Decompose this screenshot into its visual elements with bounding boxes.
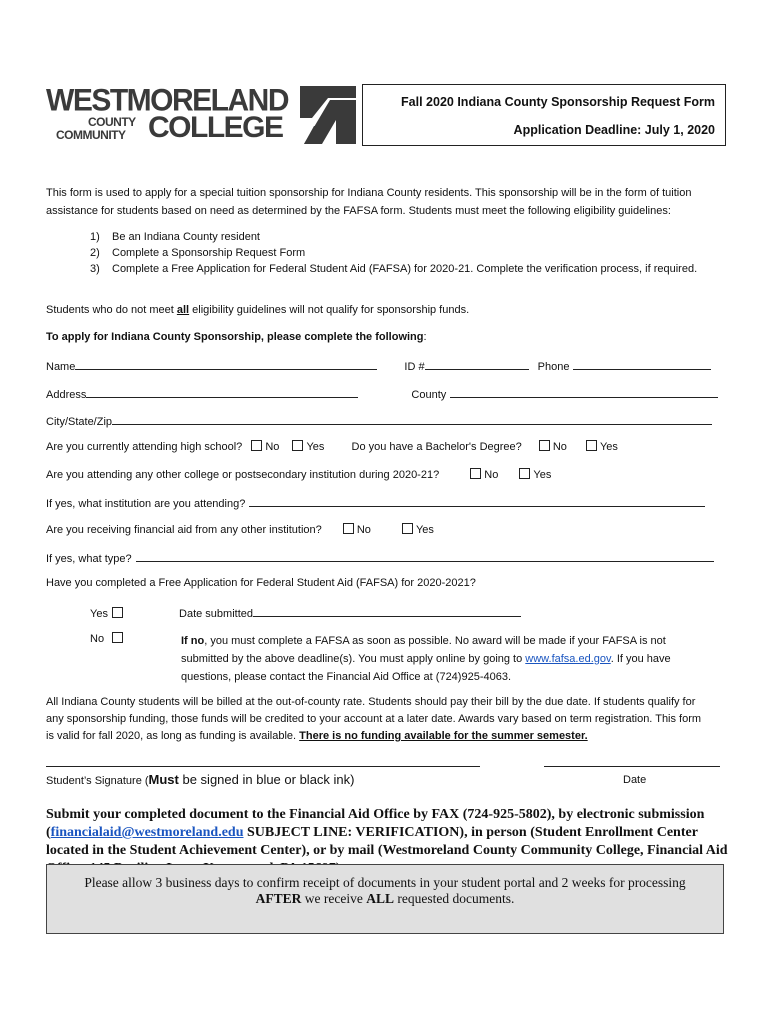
logo-community: COMMUNITY: [56, 128, 126, 142]
billing-paragraph: All Indiana County students will be billed at the out-of-county rate. Students should pay their bill by the due date. If students qualify for any sponsorship funding, those funds will be credited to your account at a later date. Awards vary based on term registration. This form is valid for fall 2020, as long as funding is available. There is no funding available for the summer semester.: [46, 696, 702, 742]
list-item: 2) Complete a Sponsorship Request Form: [90, 247, 306, 259]
date-submitted-field[interactable]: [253, 605, 521, 617]
financial-aid-row: Are you receiving financial aid from any other institution? No Yes: [46, 524, 434, 536]
institution-field[interactable]: [249, 495, 705, 507]
fafsa-no-checkbox[interactable]: [112, 632, 123, 643]
phone-field[interactable]: [573, 358, 711, 370]
bach-no-checkbox[interactable]: [539, 440, 550, 451]
csz-row: [46, 413, 712, 428]
guidelines-list: [90, 229, 697, 277]
intro-paragraph: This form is used to apply for a special tuition sponsorship for Indiana County residents. This sponsorship will be in the form of tuition assistance for students based on need as determined by the FAFSA form. Students must meet the following eligibility guidelines:: [46, 187, 692, 217]
csz-label: City/State/Zip: [46, 416, 113, 428]
id-label: ID #: [404, 361, 425, 373]
signature-label: Student’s Signature (Must be signed in blue or black ink): [46, 772, 355, 787]
fafsa-question: Have you completed a Free Application for Federal Student Aid (FAFSA) for 2020-2021?: [46, 577, 476, 589]
address-label: Address: [46, 389, 87, 401]
form-title: Fall 2020 Indiana County Sponsorship Request Form: [401, 95, 715, 109]
address-row: [46, 386, 718, 401]
email-link[interactable]: financialaid@westmoreland.edu: [50, 825, 244, 840]
other-yes-checkbox[interactable]: [519, 468, 530, 479]
fafsa-no-row: No: [90, 632, 126, 645]
logo-mark-icon: [300, 86, 356, 144]
aid-no-checkbox[interactable]: [343, 523, 354, 534]
logo-westmoreland: WESTMORELAND: [46, 83, 288, 118]
aid-yes-checkbox[interactable]: [402, 523, 413, 534]
fafsa-link[interactable]: www.fafsa.ed.gov: [525, 653, 611, 665]
fafsa-yes-row: Yes Date submitted: [90, 605, 521, 620]
logo-college: COLLEGE: [148, 111, 283, 144]
aid-type-row: If yes, what type?: [46, 550, 714, 565]
hs-yes-checkbox[interactable]: [292, 440, 303, 451]
id-field[interactable]: [425, 358, 529, 370]
county-label: County: [411, 389, 447, 401]
bach-yes-checkbox[interactable]: [586, 440, 597, 451]
date-label: Date: [623, 774, 647, 786]
eligibility-warning: Students who do not meet all eligibility guidelines will not qualify for sponsorship funds.: [46, 304, 470, 316]
processing-note: Please allow 3 business days to confirm receipt of documents in your student portal and 2 weeks for processing AFTER we receive ALL requested documents.: [46, 864, 724, 934]
name-row: [46, 358, 711, 373]
list-item: 1) Be an Indiana County resident: [90, 231, 260, 243]
aid-type-field[interactable]: [136, 550, 714, 562]
hs-no-checkbox[interactable]: [251, 440, 262, 451]
signature-line[interactable]: [46, 766, 480, 767]
phone-label: Phone: [537, 361, 570, 373]
county-field[interactable]: [450, 386, 718, 398]
apply-heading: To apply for Indiana County Sponsorship, please complete the following:: [46, 331, 427, 343]
logo-county: COUNTY: [88, 115, 136, 129]
fafsa-yes-checkbox[interactable]: [112, 607, 123, 618]
institution-row: If yes, what institution are you attending?: [46, 495, 705, 510]
application-deadline: Application Deadline: July 1, 2020: [513, 123, 715, 137]
name-field[interactable]: [75, 358, 377, 370]
date-line[interactable]: [544, 766, 720, 767]
list-item: 3) Complete a Free Application for Federal Student Aid (FAFSA) for 2020-21. Complete the verification process, if required.: [90, 263, 698, 275]
fafsa-no-instructions: If no, you must complete a FAFSA as soon as possible. No award will be made if your FAFSA is not submitted by the above deadline(s). You must apply online by going to www.fafsa.ed.gov. If you have questions, please contact the Financial Aid Office at (724)925-4063.: [181, 635, 671, 683]
high-school-row: Are you currently attending high school? No Yes Do you have a Bachelor's Degree? No Yes: [46, 441, 618, 453]
city-state-zip-field[interactable]: [112, 413, 712, 425]
other-college-row: Are you attending any other college or postsecondary institution during 2020-21? No Yes: [46, 469, 552, 481]
name-label: Name: [46, 361, 76, 373]
submit-instructions: Submit your completed document to the Financial Aid Office by FAX (724-925-5802), by electronic submission (financialaid@westmoreland.edu SUBJECT LINE: VERIFICATION), in person (Student Enrollment Center located in the Student Achievement Center), or by mail (Westmoreland County Community College, Financial Aid: [46, 807, 728, 858]
address-field[interactable]: [86, 386, 358, 398]
other-no-checkbox[interactable]: [470, 468, 481, 479]
title-box: [362, 84, 726, 146]
